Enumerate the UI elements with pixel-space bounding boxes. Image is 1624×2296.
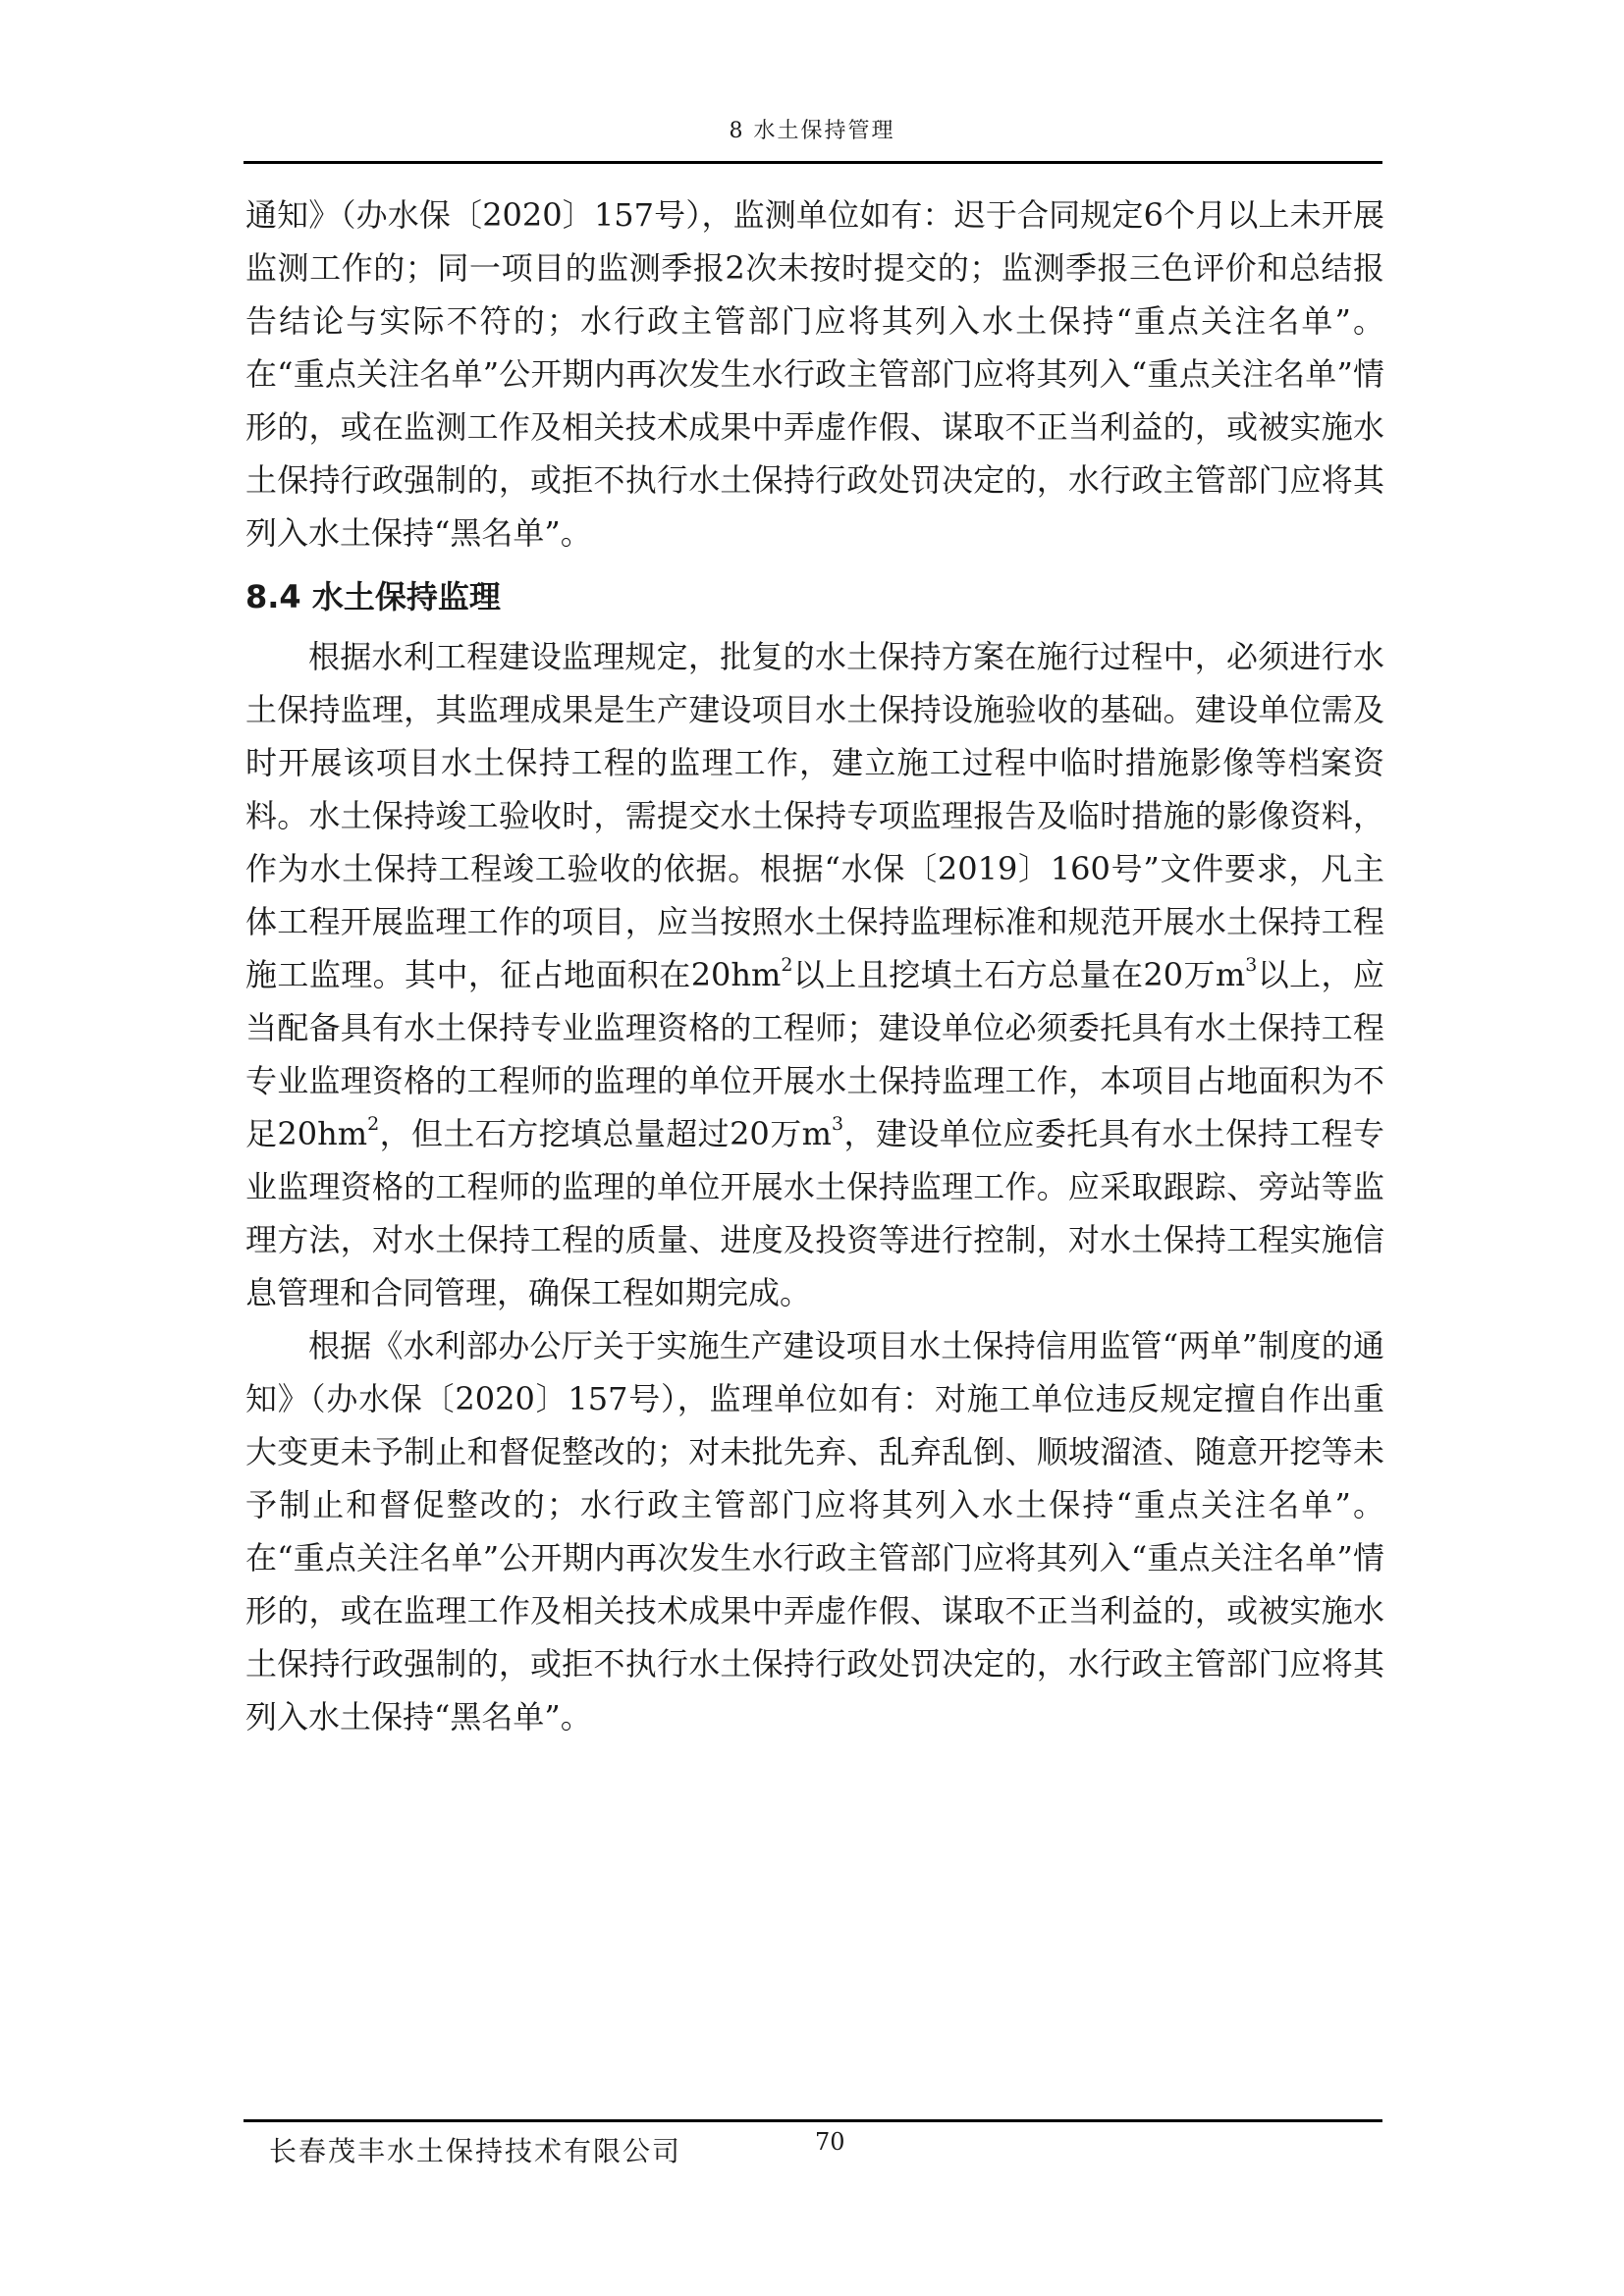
paragraph-text-segment: 以上且挖填土石方总量在20万m: [792, 956, 1246, 993]
paragraph-text-segment: 以上，应当配备具有水土保持专业监理资格的工程师；建设单位必须委托具有水土保持工程专业监理资格的工程师的监理的单位开展水土保持监理工作，本项目占地面积为不足20hm: [245, 956, 1384, 1152]
paragraph-supervision-requirements: [245, 630, 1384, 1319]
superscript-3: 3: [831, 1112, 844, 1135]
superscript-2: 2: [367, 1112, 380, 1135]
paragraph-monitoring-continuation: 通知》（办水保〔2020〕157号），监测单位如有：迟于合同规定6个月以上未开展监测工作的；同一项目的监测季报2次未按时提交的；监测季报三色评价和总结报告结论与实际不符的；水行政主管部门应将其列入水土保持“重点关注名单”。在“重点关注名单”公开期内再次发生水行政主管部门应将其列入“重点关注名单”情形的，或在监测工作及相关技术成果中弄虚作假、谋取不正当利益的，或被实施水土保持行政强制的，或拒不执行水土保持行政处罚决定的，水行政主管部门应将其列入水土保持“黑名单”。: [245, 196, 1384, 552]
paragraph-supervision-credit-rules: 根据《水利部办公厅关于实施生产建设项目水土保持信用监管“两单”制度的通知》（办水保〔2020〕157号），监理单位如有：对施工单位违反规定擅自作出重大变更未予制止和督促整改的；对未批先弃、乱弃乱倒、顺坡溜渣、随意开挖等未予制止和督促整改的；水行政主管部门应将其列入水土保持“重点关注名单”。在“重点关注名单”公开期内再次发生水行政主管部门应将其列入“重点关注名单”情形的，或在监理工作及相关技术成果中弄虚作假、谋取不正当利益的，或被实施水土保持行政强制的，或拒不执行水土保持行政处罚决定的，水行政主管部门应将其列入水土保持“黑名单”。: [245, 1327, 1384, 1735]
footer-company-name: 长春茂丰水土保持技术有限公司: [269, 2135, 682, 2167]
footer-rule: [244, 2119, 1382, 2122]
paragraph-text-segment: ，但土石方挖填总量超过20万m: [379, 1115, 832, 1152]
page-number: 70: [815, 2128, 845, 2156]
section-heading-8-4: 8.4 水土保持监理: [245, 578, 501, 615]
running-header: 8 水土保持管理: [729, 119, 895, 143]
paragraph-text-segment: 根据水利工程建设监理规定，批复的水土保持方案在施行过程中，必须进行水土保持监理，其监理成果是生产建设项目水土保持设施验收的基础。建设单位需及时开展该项目水土保持工程的监理工作，建立施工过程中临时措施影像等档案资料。水土保持竣工验收时，需提交水土保持专项监理报告及临时措施的影像资料，作为水土保持工程竣工验收的依据。根据“水保〔2019〕160号”文件要求，凡主体工程开展监理工作的项目，应当按照水土保持监理标准和规范开展水土保持工程施工监理。其中，征占地面积在20hm: [245, 638, 1384, 993]
document-body: [245, 188, 1384, 1743]
superscript-3: 3: [1245, 953, 1258, 976]
header-rule: [244, 161, 1382, 164]
superscript-2: 2: [781, 953, 793, 976]
paragraph-text-segment: ，建设单位应委托具有水土保持工程专业监理资格的工程师的监理的单位开展水土保持监理工作。应采取跟踪、旁站等监理方法，对水土保持工程的质量、进度及投资等进行控制，对水土保持工程实施信息管理和合同管理，确保工程如期完成。: [245, 1115, 1384, 1311]
